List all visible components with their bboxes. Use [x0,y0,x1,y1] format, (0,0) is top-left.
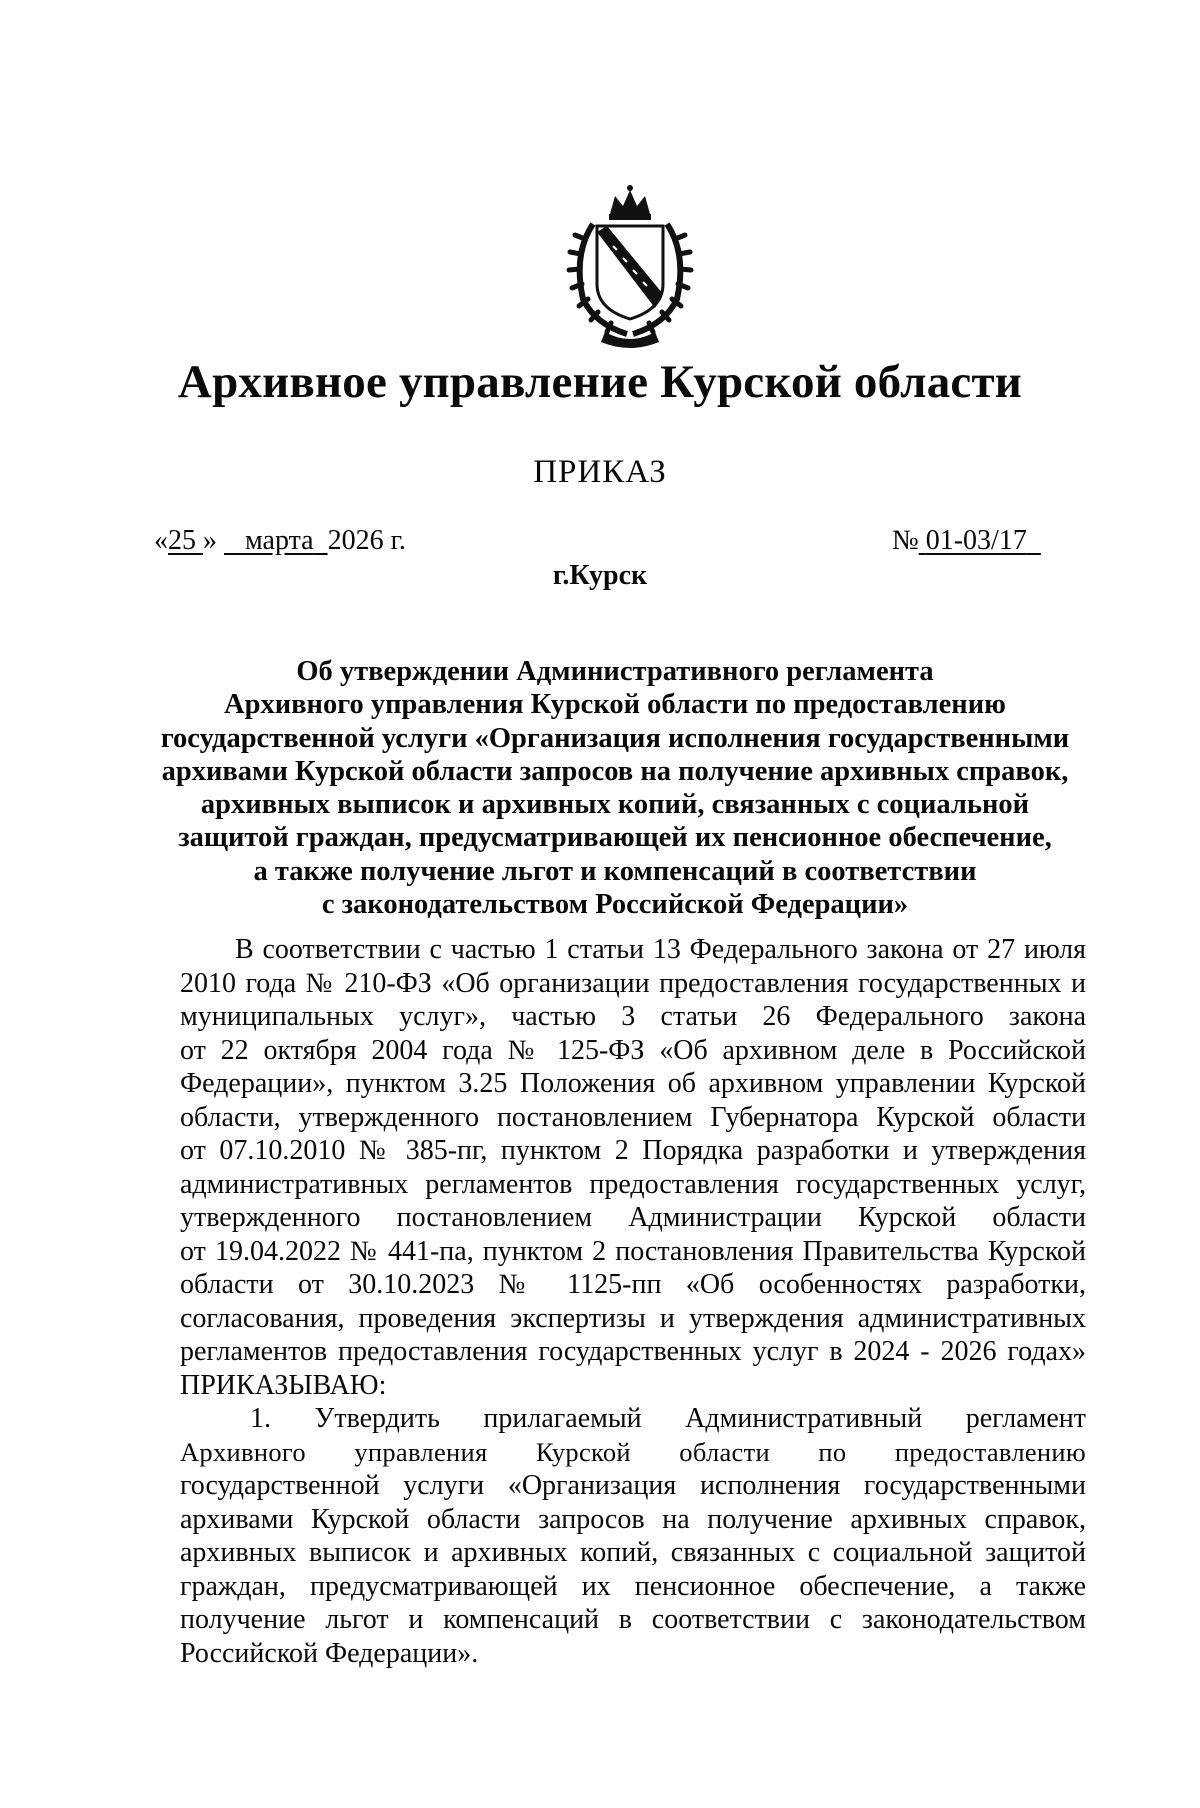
kursk-coat-of-arms-icon [555,184,705,349]
order-date: «25 » марта 2026 г. [154,525,406,556]
text-line: области, утвержденного постановлением Губернатора Курской области [180,1101,1086,1133]
subject-line: а также получение льгот и компенсаций в соответствии [253,855,977,887]
date-year: 2026 г. [327,525,406,556]
ordering-word: ПРИКАЗЫВАЮ: [180,1369,387,1401]
preamble [180,933,1086,1402]
text-line: от 19.04.2022 № 441-па, пунктом 2 постановления Правительства Курской [180,1235,1086,1267]
subject-line: защитой граждан, предусматривающей их пенсионное обеспечение, [178,822,1052,854]
text-line: архивных выписок и архивных копий, связанных с социальной защитой [180,1537,1086,1568]
order-item-1 [180,1402,1086,1670]
text-line: от 22 октября 2004 года № 125-ФЗ «Об архивном деле в Российской [180,1034,1086,1066]
text-line: архивами Курской области запросов на получение архивных справок, [180,1503,1086,1535]
text-line: граждан, предусматривающей их пенсионное обеспечение, а также [180,1570,1086,1602]
organization-title: Архивное управление Курской области [177,356,1023,408]
order-body [180,933,1086,1670]
text-line: Российской Федерации». [180,1637,479,1669]
subject-line: архивных выписок и архивных копий, связанных с социальной [200,789,1030,821]
date-day: 25 [168,525,196,556]
order-number-value: 01-03/17 [925,525,1027,556]
text-line: получение льгот и компенсаций в соответствии с законодательством [180,1604,1086,1635]
subject-line: государственной услуги «Организация исполнения государственными [160,722,1070,754]
subject-line: архивами Курской области запросов на получение архивных справок, [161,755,1069,787]
text-line: от 07.10.2010 № 385-пг, пунктом 2 Порядка разработки и утверждения [180,1135,1086,1166]
text-line: Архивного управления Курской области по предоставлению [180,1436,1086,1467]
text-line: В соответствии с частью 1 статьи 13 Федерального закона от 27 июля [235,934,1086,965]
subject-line: Об утверждении Административного регламента [296,656,934,687]
subject-line: с законодательством Российской Федерации» [321,889,909,921]
text-line: муниципальных услуг», частью 3 статьи 26 Федерального закона [180,1001,1086,1032]
text-line: Федерации», пунктом 3.25 Положения об архивном управлении Курской [180,1068,1086,1099]
order-subject [150,655,1080,921]
document-type: ПРИКАЗ [533,454,667,490]
text-line: регламентов предоставления государственных услуг в 2024 - 2026 годах» [180,1336,1086,1367]
text-line: области от 30.10.2023 № 1125-пп «Об особенностях разработки, [180,1269,1086,1300]
text-line: административных регламентов предоставления государственных услуг, [180,1168,1086,1200]
order-number: № 01-03/17 [892,525,1041,557]
text-line: 2010 года № 210-ФЗ «Об организации предоставления государственных и [180,967,1086,999]
text-line: согласования, проведения экспертизы и утверждения административных [180,1302,1086,1334]
text-line: утвержденного постановлением Администрации Курской области [180,1202,1086,1233]
text-line: государственной услуги «Организация исполнения государственными [180,1470,1086,1501]
city: г.Курск [552,560,648,591]
text-line: 1. Утвердить прилагаемый Административный регламент [250,1403,1086,1434]
subject-line: Архивного управления Курской области по предоставлению [224,689,1006,721]
date-month: марта [245,525,314,556]
